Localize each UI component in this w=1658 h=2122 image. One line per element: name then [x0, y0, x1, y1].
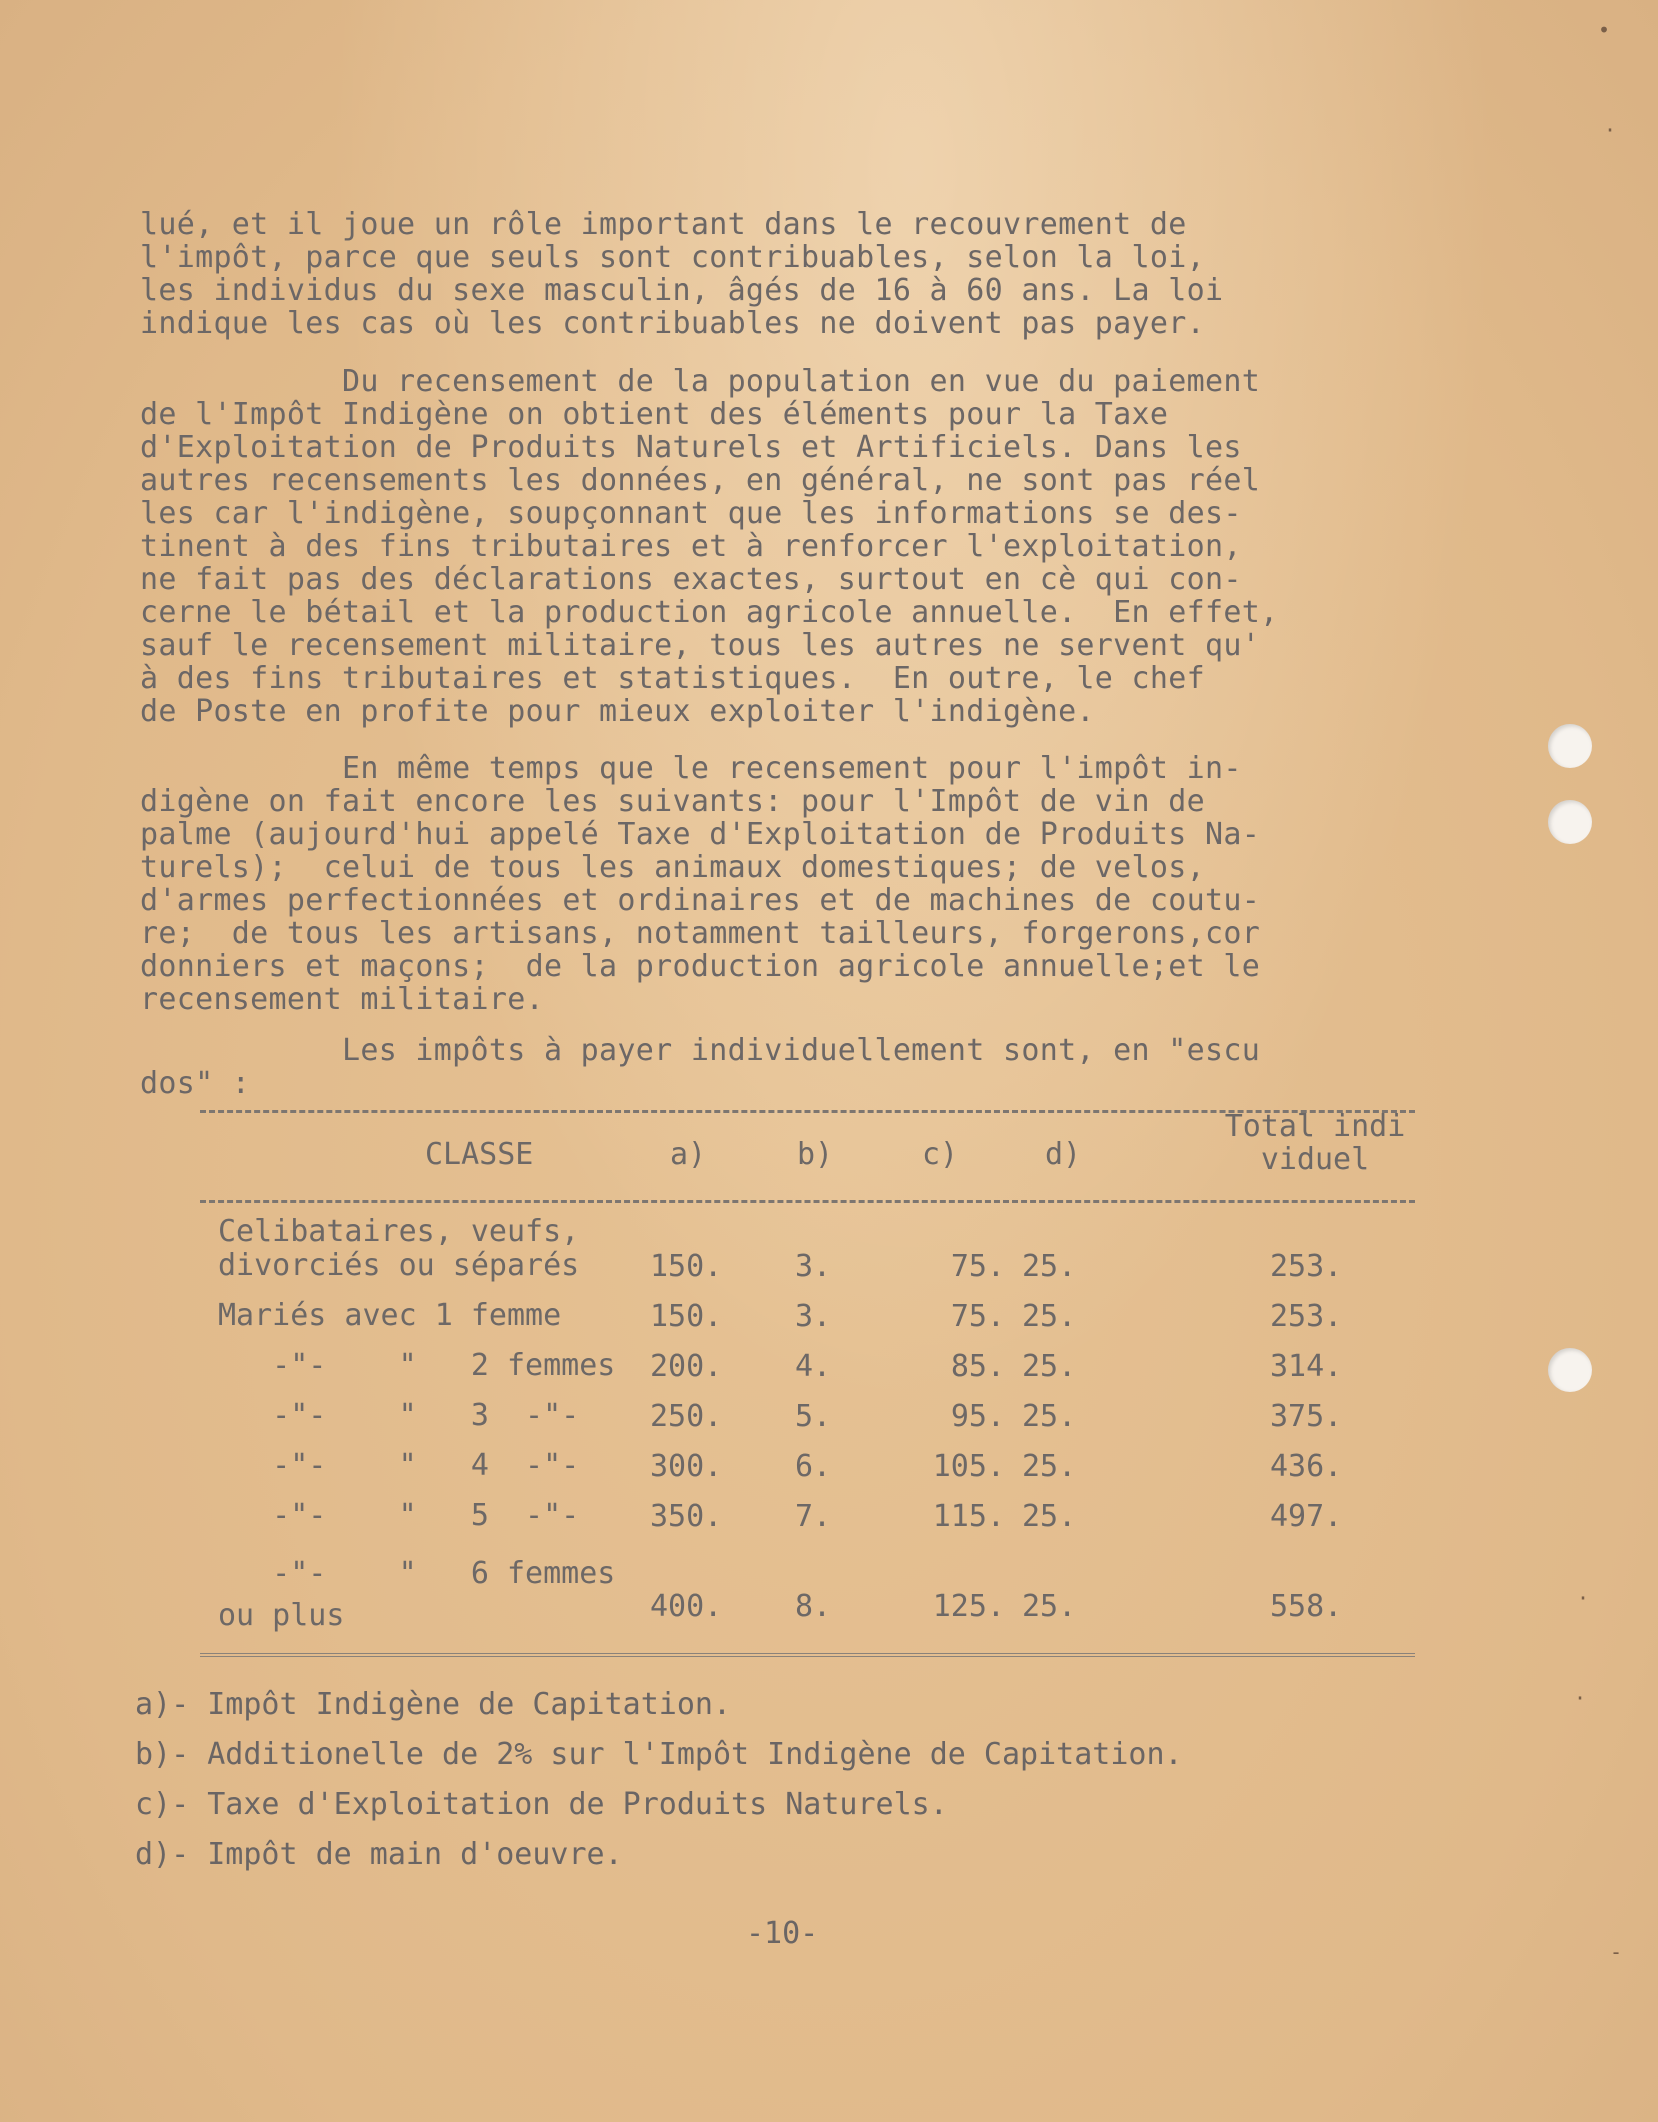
row-c: 115. — [932, 1499, 1005, 1534]
paragraph-text: Les impôts à payer individuellement sont, en "escu dos" : — [140, 1033, 1261, 1101]
row-b: 8. — [795, 1589, 832, 1624]
row-c: 125. — [932, 1589, 1005, 1624]
row-a: 250. — [650, 1399, 723, 1434]
row-b: 3. — [795, 1249, 832, 1284]
row-a: 300. — [650, 1449, 723, 1484]
row-b: 6. — [795, 1449, 832, 1484]
row-d: 25. — [1022, 1399, 1077, 1434]
row-d: 25. — [1022, 1589, 1077, 1624]
row-b: 3. — [795, 1299, 832, 1334]
paragraph-2 — [140, 365, 1410, 728]
paragraph-text: En même temps que le recensement pour l'impôt in- digène on fait encore les suivants: pour l'Impôt de vin de palme (aujourd'hui appelé Taxe d'Exploitation de Produits Na- turels); celui de tous les animaux domestiques; de velos, d'armes perfectionnées et ordinaires et de machines de coutu- re; de tous les artisans, notamment tailleurs, forgerons,cor donniers et maçons; de la production agricole annuelle;et le recensement militaire. — [140, 751, 1261, 1017]
paragraph-4 — [140, 1034, 1410, 1100]
row-a: 400. — [650, 1589, 723, 1624]
row-classe: Mariés avec 1 femme — [218, 1298, 562, 1333]
paper-speck: · — [1604, 118, 1617, 142]
paragraph-1 — [140, 208, 1410, 340]
paragraph-text: Du recensement de la population en vue du paiement de l'Impôt Indigène on obtient des éléments pour la Taxe d'Exploitation de Produits Naturels et Artificiels. Dans les autres recensements les données, en général, ne sont pas réel les car l'indigène, soupçonnant que les informations se des- tinent à des fins tributaires et à renforcer l'exploitation, ne fait pas des déclarations exactes, surtout en cè qui con- cerne le bétail et la production agricole annuelle. En effet, sauf le recensement militaire, tous les autres ne servent qu' à des fins tributaires et statistiques. En outre, le chef de Poste en profite pour mieux exploiter l'indigène. — [140, 364, 1279, 729]
header-d: d) — [1045, 1137, 1082, 1172]
row-d: 25. — [1022, 1499, 1077, 1534]
header-total: Total indi viduel — [1224, 1109, 1406, 1177]
footnote-b: b)- Additionelle de 2% sur l'Impôt Indigène de Capitation. — [135, 1737, 1183, 1772]
row-classe: -"- " 4 -"- — [218, 1448, 580, 1483]
header-c: c) — [922, 1137, 959, 1172]
row-c: 105. — [932, 1449, 1005, 1484]
page-number: -10- — [746, 1916, 819, 1951]
paragraph-text: lué, et il joue un rôle important dans le recouvrement de l'impôt, parce que seuls sont contribuables, selon la loi, les individus du sexe masculin, âgés de 16 à 60 ans. La loi indique les cas où les contribuables ne doivent pas payer. — [140, 207, 1224, 341]
table-rule-header — [200, 1200, 1415, 1203]
row-b: 5. — [795, 1399, 832, 1434]
row-total: 314. — [1270, 1349, 1343, 1384]
row-a: 150. — [650, 1249, 723, 1284]
row-b: 4. — [795, 1349, 832, 1384]
row-d: 25. — [1022, 1249, 1077, 1284]
row-a: 150. — [650, 1299, 723, 1334]
row-d: 25. — [1022, 1299, 1077, 1334]
row-a: 350. — [650, 1499, 723, 1534]
footnote-a: a)- Impôt Indigène de Capitation. — [135, 1687, 732, 1722]
row-c: 85. — [950, 1349, 1005, 1384]
row-total: 375. — [1270, 1399, 1343, 1434]
paper-speck: · — [1577, 1586, 1590, 1610]
row-total: 436. — [1270, 1449, 1343, 1484]
punch-hole — [1548, 800, 1592, 844]
paper-speck: - — [1610, 1940, 1623, 1964]
paper-speck: · — [1574, 1686, 1587, 1710]
row-a: 200. — [650, 1349, 723, 1384]
row-total: 253. — [1270, 1299, 1343, 1334]
row-c: 95. — [950, 1399, 1005, 1434]
header-a: a) — [670, 1137, 707, 1172]
header-classe: CLASSE — [425, 1137, 534, 1172]
punch-hole — [1548, 1348, 1592, 1392]
row-d: 25. — [1022, 1349, 1077, 1384]
row-c: 75. — [950, 1249, 1005, 1284]
paragraph-3 — [140, 752, 1410, 1016]
row-total: 253. — [1270, 1249, 1343, 1284]
header-b: b) — [797, 1137, 834, 1172]
row-c: 75. — [950, 1299, 1005, 1334]
table-rule-bottom — [200, 1653, 1415, 1657]
row-classe: -"- " 6 femmes ou plus — [218, 1556, 616, 1633]
punch-hole — [1548, 724, 1592, 768]
row-classe: -"- " 5 -"- — [218, 1498, 580, 1533]
footnote-c: c)- Taxe d'Exploitation de Produits Naturels. — [135, 1787, 948, 1822]
footnote-d: d)- Impôt de main d'oeuvre. — [135, 1837, 623, 1872]
row-b: 7. — [795, 1499, 832, 1534]
row-classe: -"- " 2 femmes — [218, 1348, 616, 1383]
row-total: 558. — [1270, 1589, 1343, 1624]
row-classe: Celibataires, veufs, divorciés ou séparés — [218, 1214, 580, 1283]
row-d: 25. — [1022, 1449, 1077, 1484]
footnotes — [135, 1680, 1183, 1880]
paper-speck: • — [1598, 18, 1611, 42]
row-classe: -"- " 3 -"- — [218, 1398, 580, 1433]
row-total: 497. — [1270, 1499, 1343, 1534]
